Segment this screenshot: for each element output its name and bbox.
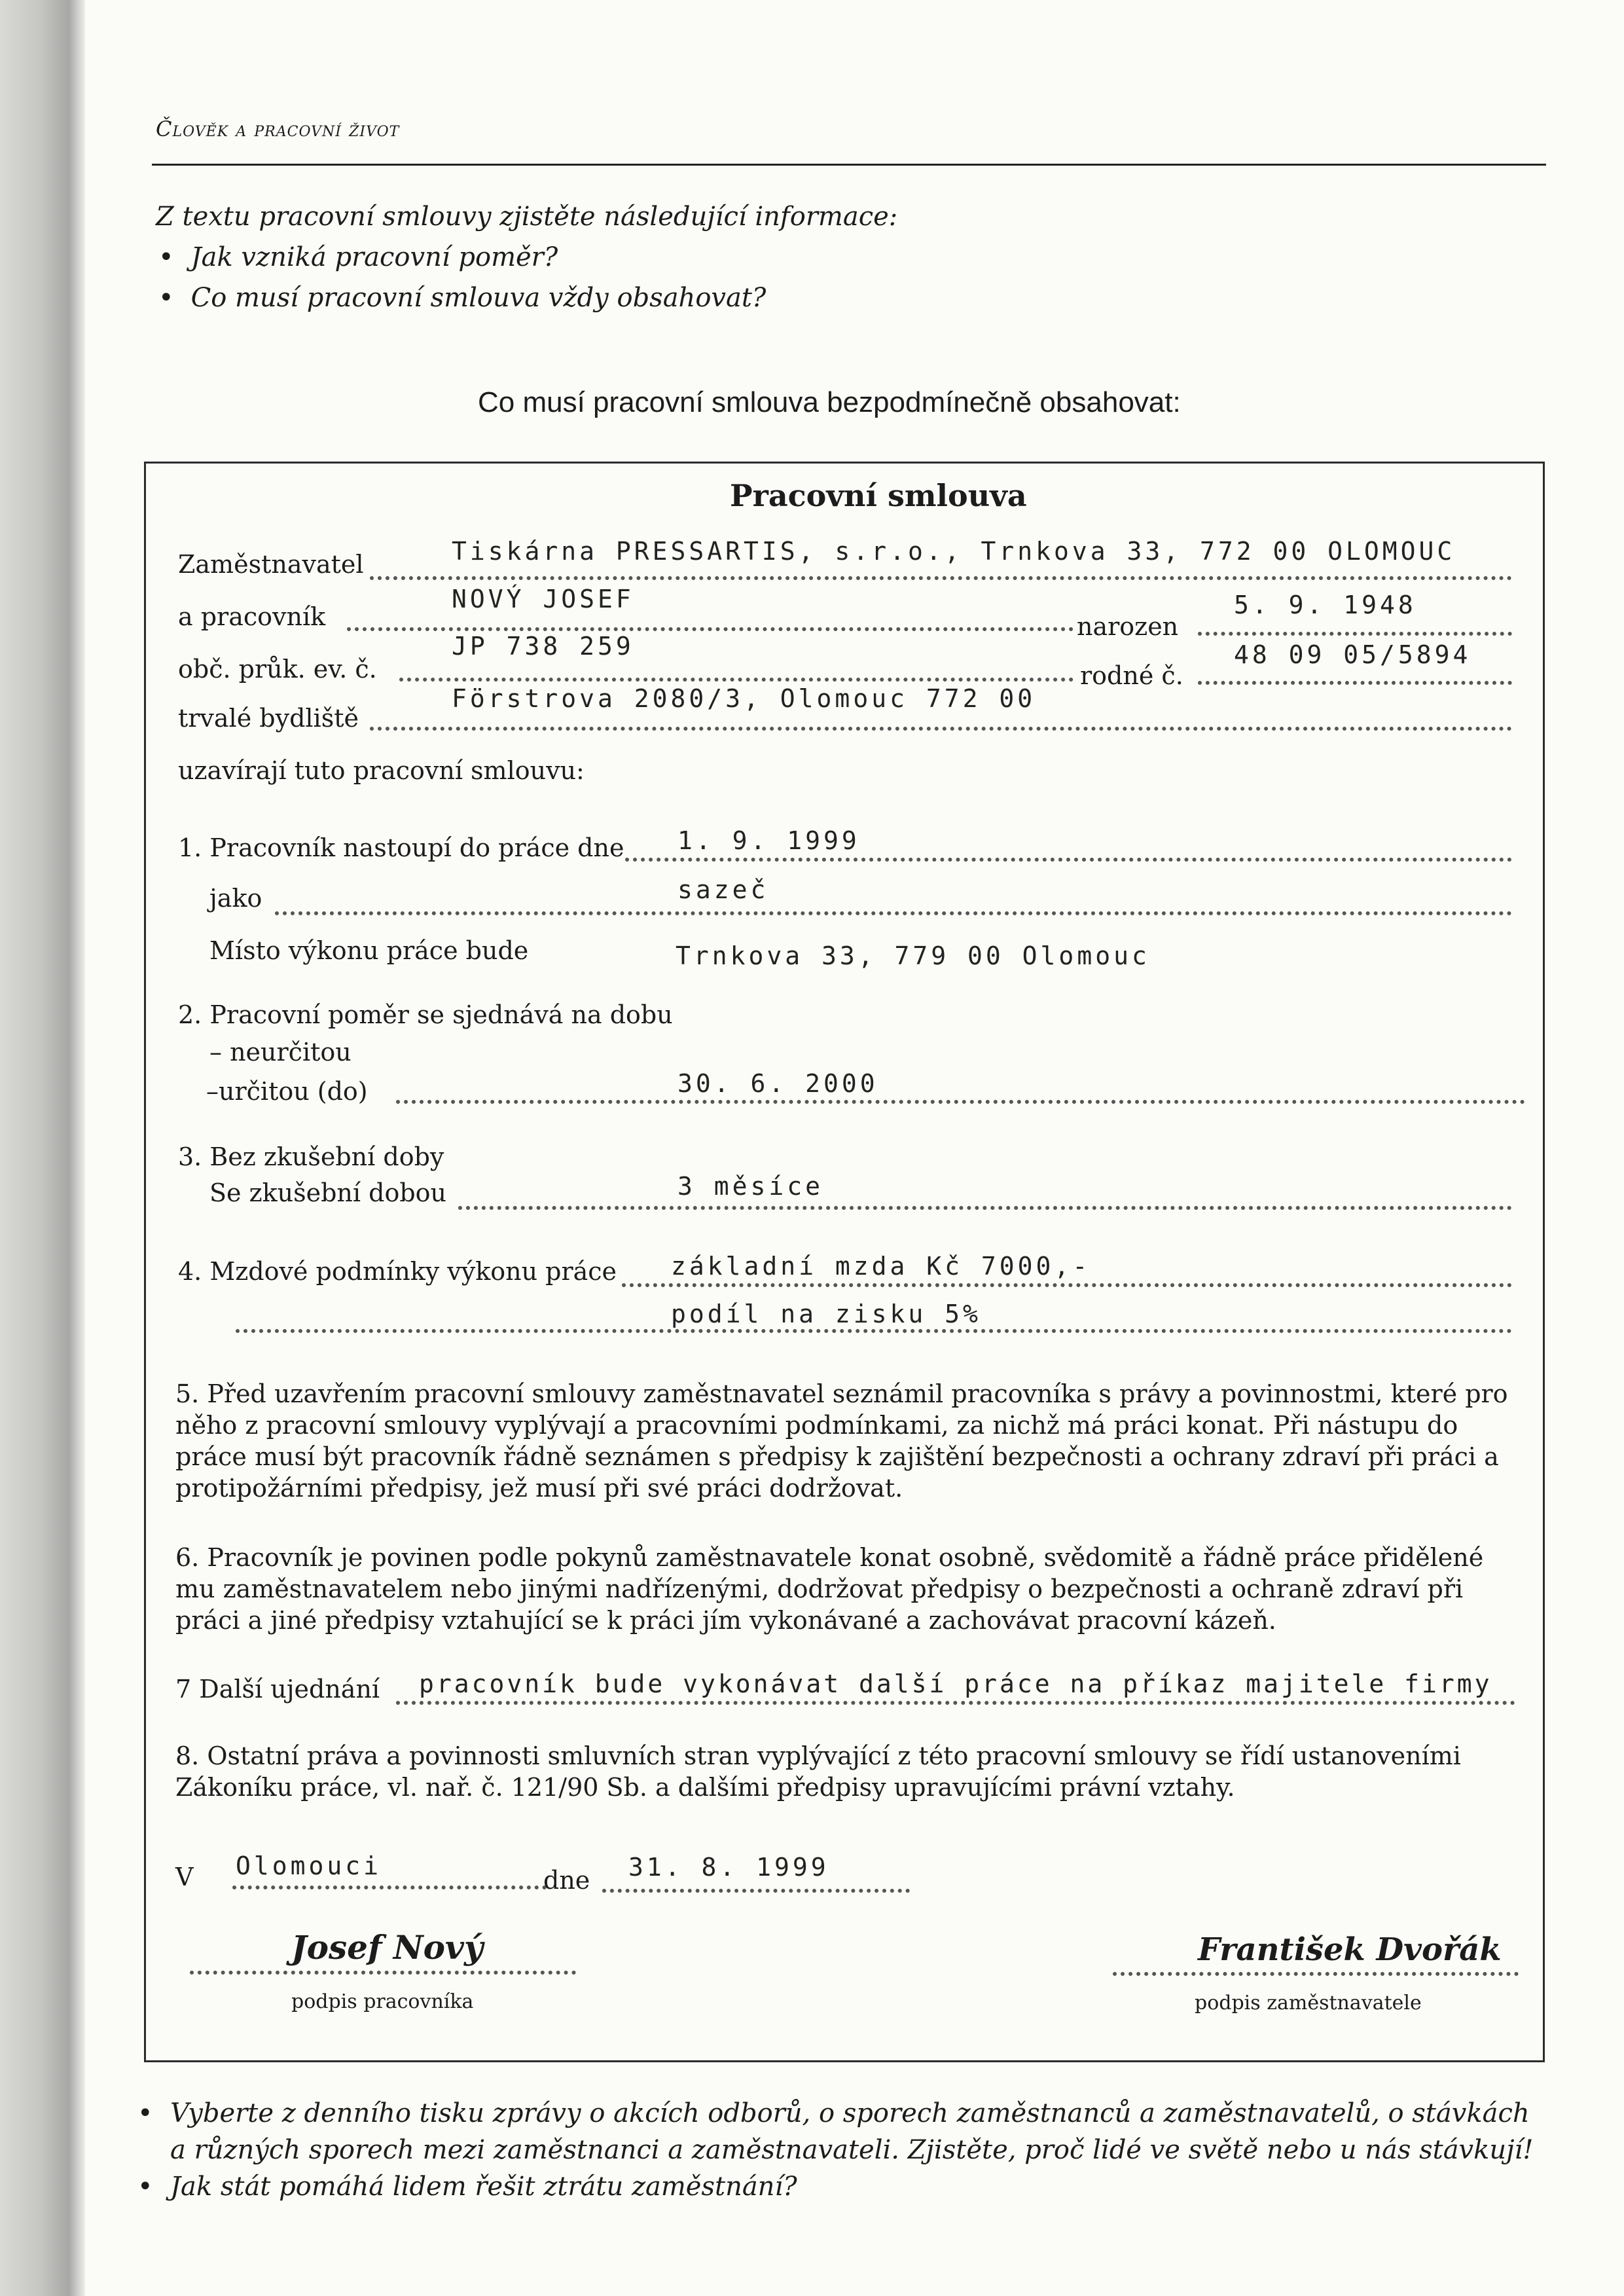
residence-label: trvalé bydliště — [178, 704, 359, 733]
additional-terms-label: 7 Další ujednání — [175, 1675, 380, 1704]
place-value: Trnkova 33, 779 00 Olomouc — [676, 941, 1150, 970]
id-card-value: JP 738 259 — [452, 632, 634, 661]
duration-label: 2. Pracovní poměr se sjednává na dobu — [178, 1000, 673, 1029]
trial-value: 3 měsíce — [677, 1172, 824, 1201]
no-trial-label: 3. Bez zkušební doby — [178, 1142, 444, 1171]
trial-dotline — [458, 1206, 1512, 1210]
employee-signature-dotline — [190, 1971, 576, 1975]
additional-terms-value: pracovník bude vykonávat další práce na příkaz majitele firmy — [419, 1669, 1492, 1698]
employee-signature: Josef Nový — [291, 1928, 484, 1967]
bullet-icon: • — [137, 2098, 153, 2128]
definite-option: –určitou (do) — [206, 1077, 368, 1106]
clause-6: 6. Pracovník je povinen podle pokynů zaměstnavatele konat osobně, svědomitě a řádně práce přidělené mu zaměstnavatelem nebo jinými nadřízenými, dodržovat předpisy o bezpečnosti a ochraně zdraví při práci a jiné předpisy vztahující se k práci jím vykonávané a zachovávat pracovní kázeň. — [175, 1543, 1484, 1635]
footer-task — [137, 2095, 1551, 2168]
chapter-header: Člověk a pracovní život — [156, 117, 400, 141]
employer-dotline — [370, 576, 1512, 580]
signing-date-dotline — [602, 1889, 910, 1893]
definite-dotline — [396, 1100, 1525, 1104]
residence-dotline — [370, 727, 1512, 731]
start-label: 1. Pracovník nastoupí do práce dne — [178, 833, 624, 862]
footer-tasks — [137, 2095, 1551, 2205]
birth-number-dotline — [1198, 681, 1512, 685]
wage-dotline-2 — [236, 1329, 1512, 1333]
footer-task-text: Jak stát pomáhá lidem řešit ztrátu zaměstnání? — [170, 2172, 797, 2202]
signing-place-value: Olomouci — [236, 1851, 382, 1880]
start-dotline — [625, 858, 1512, 862]
clause-8: 8. Ostatní práva a povinnosti smluvních stran vyplývající z této pracovní smlouvy se řídí ustanoveními Zákoníku práce, vl. nař. č. 121/90 Sb. a dalšími předpisy upravujícími právní vztahy. — [175, 1741, 1461, 1802]
id-card-dotline — [399, 678, 1074, 682]
birth-number-value: 48 09 05/5894 — [1234, 640, 1471, 669]
trial-label: Se zkušební dobou — [209, 1178, 447, 1207]
footer-task-text: Vyberte z denního tisku zprávy o akcích odborů, o sporech zaměstnanců a zaměstnavatelů, o stávkách a různých sporech mezi zaměstnanci a zaměstnavateli. Zjistěte, proč lidé ve světě nebo u nás stávkují! — [170, 2098, 1534, 2165]
place-v-label: V — [175, 1863, 194, 1891]
wage-value-2: podíl na zisku 5% — [671, 1300, 981, 1328]
intro-task: Z textu pracovní smlouvy zjistěte následující informace: — [156, 202, 898, 232]
residence-value: Förstrova 2080/3, Olomouc 772 00 — [452, 684, 1036, 713]
wage-label: 4. Mzdové podmínky výkonu práce — [178, 1257, 617, 1286]
bullet-icon: • — [137, 2172, 153, 2202]
employee-value: NOVÝ JOSEF — [452, 585, 634, 613]
employer-value: Tiskárna PRESSARTIS, s.r.o., Trnkova 33, 772 00 OLOMOUC — [452, 537, 1456, 566]
birth-number-label: rodné č. — [1080, 661, 1183, 690]
section-heading: Co musí pracovní smlouva bezpodmínečně obsahovat: — [478, 386, 1181, 418]
additional-terms-dotline — [396, 1701, 1515, 1705]
employer-label: Zaměstnavatel — [178, 550, 364, 579]
conclude-text: uzavírají tuto pracovní smlouvu: — [178, 756, 585, 785]
as-value: sazeč — [677, 875, 769, 904]
born-label: narozen — [1077, 612, 1179, 641]
as-dotline — [275, 911, 1512, 915]
employee-signature-caption: podpis pracovníka — [291, 1990, 474, 2013]
indefinite-option: – neurčitou — [209, 1038, 352, 1066]
id-card-label: obč. průk. ev. č. — [178, 655, 377, 683]
contract-title: Pracovní smlouva — [730, 478, 1027, 513]
date-dne-label: dne — [543, 1866, 590, 1895]
footer-task — [137, 2168, 1551, 2205]
start-value: 1. 9. 1999 — [677, 826, 860, 855]
wage-value-1: základní mzda Kč 7000,- — [671, 1252, 1091, 1281]
intro-block — [156, 196, 897, 318]
clause-5: 5. Před uzavřením pracovní smlouvy zaměstnavatel seznámil pracovníka s právy a povinnostmi, které pro něho z pracovní smlouvy vyplývají a pracovními podmínkami, za nichž má práci konat. Při nástupu do práce musí být pracovník řádně seznámen s předpisy k zajištění bezpečnosti a ochrany zdraví při práci a protipožárními předpisy, jež musí při své práci dodržovat. — [175, 1379, 1508, 1503]
employee-dotline — [347, 627, 1074, 631]
book-binding-shadow — [0, 0, 85, 2296]
intro-question: • Co musí pracovní smlouva vždy obsahovat? — [182, 278, 897, 318]
wage-dotline-1 — [622, 1283, 1512, 1287]
employer-signature-caption: podpis zaměstnavatele — [1195, 1992, 1422, 2014]
born-dotline — [1198, 632, 1512, 636]
signing-place-dotline — [232, 1886, 547, 1889]
intro-question: • Jak vzniká pracovní poměr? — [182, 237, 897, 278]
definite-value: 30. 6. 2000 — [677, 1069, 878, 1098]
born-value: 5. 9. 1948 — [1234, 591, 1416, 619]
signing-date-value: 31. 8. 1999 — [628, 1853, 829, 1882]
intro-questions — [156, 237, 897, 318]
place-label: Místo výkonu práce bude — [209, 936, 529, 965]
employer-signature: František Dvořák — [1198, 1931, 1502, 1968]
header-rule — [152, 164, 1546, 166]
employee-label: a pracovník — [178, 602, 326, 631]
employer-signature-dotline — [1113, 1972, 1519, 1976]
as-label: jako — [209, 884, 262, 913]
